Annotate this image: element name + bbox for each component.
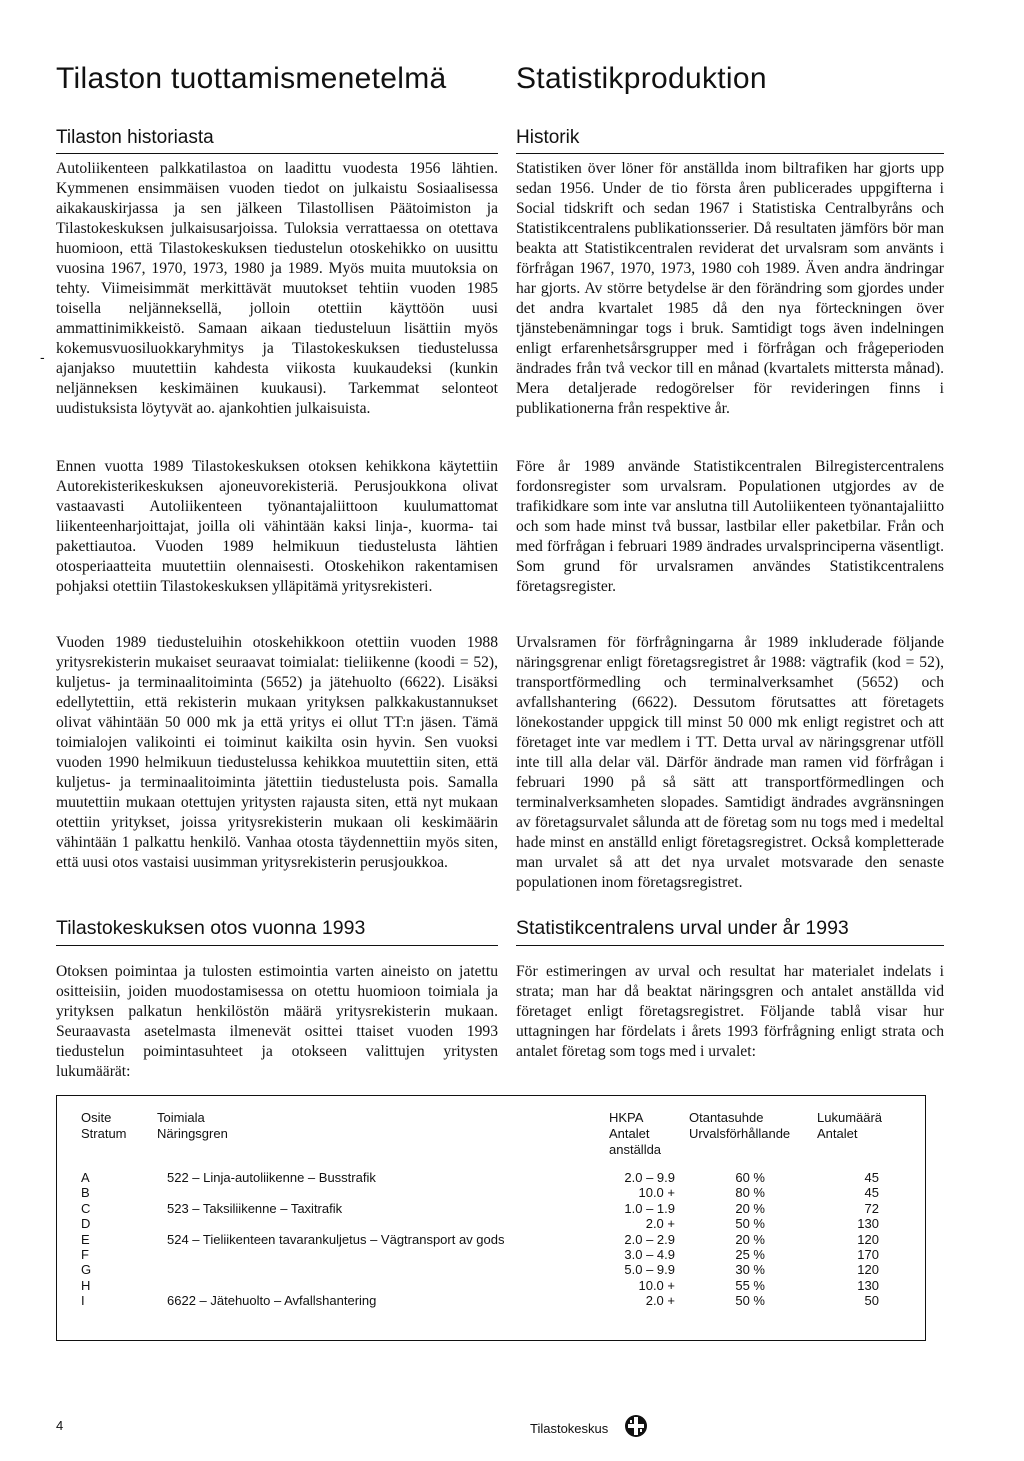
- cell-stratum: C: [81, 1200, 91, 1216]
- margin-mark: -: [40, 349, 45, 365]
- cell-stratum: G: [81, 1262, 92, 1278]
- cell-stratum: H: [81, 1277, 91, 1293]
- paragraph-sv-3: Urvalsramen för förfrågningarna år 1989 inkluderade följande näringsgrenar enligt företagsregistret år 1988: vägtrafik (kod = 52), transportförmedling och terminalverksamhet (5652) och avfallshantering (6622). Dessutom förutsattes att företagets lönekostander uppgick till minst 50 000 mk enligt registret och att företaget inte var medlem i TT. Detta urval av näringsgrenar utföll inte till alla delar väl. Därför ändrade man ramen vid förfrågan i februari 1990 på så sätt att transportförmedlingen och terminalverksamheten slopades. Samtidigt ändrades avgränsningen av företagsurvalet sålunda att de företag som nu togs med i medeltal hade minst en anställd enligt företagsregistret. Också kompletterade man urvalet så att det nya urvalet motsvarade den senaste populationen inom företagsregistret.: [516, 634, 944, 891]
- cell-ratio: 50 %: [735, 1216, 765, 1232]
- paragraph-fi-3: Vuoden 1989 tiedusteluihin otoskehikkoon otettiin vuoden 1988 yritysrekisterin mukaiset seuraavat toimialat: tieliikenne (koodi = 52), kuljetus- ja terminaalitoiminta (5652) ja jätehuolto (6622). Lisäksi edellytettiin, että rekisterin mukaan yrityksen palkkakustannukset olivat vähintään 50 000 mk ja että yritys ei ollut TT:n jäsen. Tämä toimialojen valikointi ei toiminut kaikilta osin hyvin. Sen vuoksi vuoden 1990 helmikuun tiedustelussa kehikkoa muutettiin siten, että kuljetus- ja terminaalitoiminta jätettiin tiedustelusta pois. Samalla muutettiin mukaan otettujen yritysten rajausta siten, että nyt mukaan otettiin yritykset, joissa yritysrekisterin mukaan oli keskimäärin vähintään 1 palkattu henkilö. Vanhaa otosta täydennettiin myös siten, että uusi otos vastaisi uusimman yritysrekisterin perusjoukkoa.: [56, 634, 498, 871]
- cell-ratio: 60 %: [735, 1170, 765, 1185]
- cell-industry: 6622 – Jätehuolto – Avfallshantering: [167, 1293, 377, 1309]
- cell-employees: 1.0 – 1.9: [624, 1200, 675, 1216]
- paragraph-fi-1: Autoliikenteen palkkatilastoa on laadittu vuodesta 1956 lähtien. Kymmenen ensimmäisen vuoden tiedot on julkaistu Sosiaalisessa aikakauskirjassa ja sen jälkeen Tilastollisen Päätoimiston ja Tilastokeskuksen julkaisusarjoissa. Tuloksia verrattaessa on otettava huomioon, että Tilastokeskuksen tiedustelun otoskehikko on uusittu vuosina 1967, 1970, 1973, 1980 ja 1989. Myös muita muutoksia on tehty. Viimeisimmät merkittävät muutokset tehtiin vuoden 1985 toisella neljänneksellä, jolloin otettiin käyttöön uusi ammattinimikkeistö. Samaan aikaan tiedusteluun lisättiin myös kokemusvuosiluokkaryhmitys ja Tilastokeskuksen tiedustelussa ajanjakso muutettiin kahdesta viikosta kuukaudeksi (kunkin neljänneksen keskimäinen kuukausi). Tarkemmat selonteot uudistuksista löytyvät ao. ajankohtien julkaisuista.: [56, 160, 498, 417]
- cell-industry: 522 – Linja-autoliikenne – Busstrafik: [167, 1170, 376, 1185]
- header-count: Lukumäärä Antalet: [817, 1110, 883, 1141]
- cell-employees: 10.0 +: [638, 1185, 675, 1201]
- paragraph-sv-2: Före år 1989 använde Statistikcentralen Bilregistercentralens fordonsregister som urvalsram. Populationen utgjordes av de trafikidkare som inte var anslutna till Autoliikenteen työnantajaliitto och som hade minst två bussar, lastbilar eller paketbilar. Från och med förfrågan i februari 1989 ändrades urvalsprinciperna väsentligt. Som grund för urvalsramen användes Statistikcentralens företagsregister.: [516, 458, 944, 595]
- cell-employees: 2.0 +: [645, 1216, 675, 1232]
- cell-count: 50: [864, 1293, 879, 1309]
- paragraph-fi-4: Otoksen poimintaa ja tulosten estimointia varten aineisto on jatettu ositteisiin, joiden muodostamisessa on otettu huomioon toimiala ja yrityksen palkatun henkilöstön määrä yritysrekisterin mukaan. Seuraavasta asetelmasta ilmenevät osittei ttaiset vuoden 1993 tiedustelun poimintasuhteet ja otokseen valittujen yritysten lukumäärät:: [56, 963, 498, 1080]
- cell-employees: 5.0 – 9.9: [624, 1262, 675, 1278]
- cell-stratum: F: [81, 1247, 89, 1262]
- page-number: 4: [56, 1418, 64, 1433]
- cell-count: 170: [857, 1247, 879, 1262]
- cell-ratio: 50 %: [735, 1293, 765, 1309]
- header-ratio: Otantasuhde Urvalsförhållande: [689, 1110, 791, 1141]
- sample-heading-sv: Statistikcentralens urval under år 1993: [516, 917, 849, 939]
- cell-employees: 2.0 – 9.9: [624, 1170, 675, 1185]
- history-heading-sv: Historik: [516, 127, 944, 154]
- cell-stratum: A: [81, 1170, 90, 1185]
- page-title-sv: Statistikproduktion: [516, 62, 767, 95]
- cell-count: 45: [864, 1170, 879, 1185]
- cell-ratio: 55 %: [735, 1277, 765, 1293]
- cell-count: 130: [857, 1277, 879, 1293]
- cell-ratio: 20 %: [735, 1231, 765, 1247]
- cell-employees: 2.0 +: [645, 1293, 675, 1309]
- cell-employees: 3.0 – 4.9: [624, 1247, 675, 1262]
- cell-employees: 10.0 +: [638, 1277, 675, 1293]
- paragraph-sv-1: Statistiken över löner för anställda inom biltrafiken har gjorts upp sedan 1956. Under de tio första åren publicerades uppgifterna i Social tidskrift och sedan 1967 i Statistiska Centralbyråns och Statistikcentralens publikationsserier. Då resultaten jämförs bör man beakta att Statistikcentralen reviderat det urvalsram som använts i förfrågan 1967, 1970, 1973, 1980 coh 1989. Även andra ändringar har gjorts. Av större betydelse är den förändring som gjordes under det andra kvartalet 1985 då den nya förteckningen över tjänstebenämningar togs i bruk. Samtidigt togs även indelningen enligt erfarenhetsårsgrupper med i förfrågan och frågeperioden ändrades från två veckor till en månad (kvartalets mittersta månad). Mera detaljerade redogörelser för revideringen finns i publikationerna från respektive år.: [516, 160, 944, 417]
- paragraph-sv-4: För estimeringen av urval och resultat har materialet indelats i strata; man har då beaktat näringsgren och antalet anställda vid företaget enligt företagsregistret. Följande tablå visar hur uttagningen har fördelats i årets 1993 förfrågning enligt strata och antalet företag som togs med i urvalet:: [516, 963, 944, 1060]
- cell-count: 120: [857, 1262, 879, 1278]
- header-employees: HKPA Antalet anställda: [609, 1110, 662, 1157]
- page-title-fi: Tilaston tuottamismenetelmä: [56, 62, 447, 95]
- cell-count: 130: [857, 1216, 879, 1232]
- sample-heading-fi: Tilastokeskuksen otos vuonna 1993: [56, 917, 366, 939]
- cell-stratum: I: [81, 1293, 85, 1309]
- cell-ratio: 20 %: [735, 1200, 765, 1216]
- paragraph-fi-2: Ennen vuotta 1989 Tilastokeskuksen otoksen kehikkona käytettiin Autorekisterikeskuksen ajoneuvorekisteriä. Perusjoukkona olivat vastaavasti Autoliikenteen työnantajaliittoon kuulumattomat liikenteenharjoittajat, joilla oli vähintään kaksi linja-, kuorma- tai pakettiautoa. Vuoden 1989 helmikuun tiedustelusta lähtien otosperiaatteita muutettiin olennaisesti. Otoskehikon rakentamisen pohjaksi otettiin Tilastokeskuksen ylläpitämä yritysrekisteri.: [56, 458, 498, 595]
- cell-ratio: 30 %: [735, 1262, 765, 1278]
- cell-stratum: D: [81, 1216, 91, 1232]
- cell-industry: 524 – Tieliikenteen tavarankuljetus – Vägtransport av gods: [167, 1231, 505, 1247]
- cell-employees: 2.0 – 2.9: [624, 1231, 675, 1247]
- cell-count: 45: [864, 1185, 879, 1201]
- cell-count: 120: [857, 1231, 879, 1247]
- header-industry: Toimiala Näringsgren: [157, 1110, 228, 1141]
- tilastokeskus-logo-icon: [624, 1414, 648, 1438]
- cell-count: 72: [864, 1200, 879, 1216]
- sample-rule-sv: [516, 945, 944, 946]
- cell-ratio: 25 %: [735, 1247, 765, 1262]
- cell-industry: 523 – Taksiliikenne – Taxitrafik: [167, 1200, 343, 1216]
- strata-table: [56, 1095, 926, 1341]
- cell-ratio: 80 %: [735, 1185, 765, 1201]
- publisher-name: Tilastokeskus: [530, 1421, 609, 1436]
- header-stratum: Osite Stratum: [81, 1110, 127, 1141]
- cell-stratum: E: [81, 1231, 90, 1247]
- sample-rule-fi: [56, 945, 498, 946]
- cell-stratum: B: [81, 1185, 90, 1201]
- history-heading-fi: Tilaston historiasta: [56, 127, 498, 154]
